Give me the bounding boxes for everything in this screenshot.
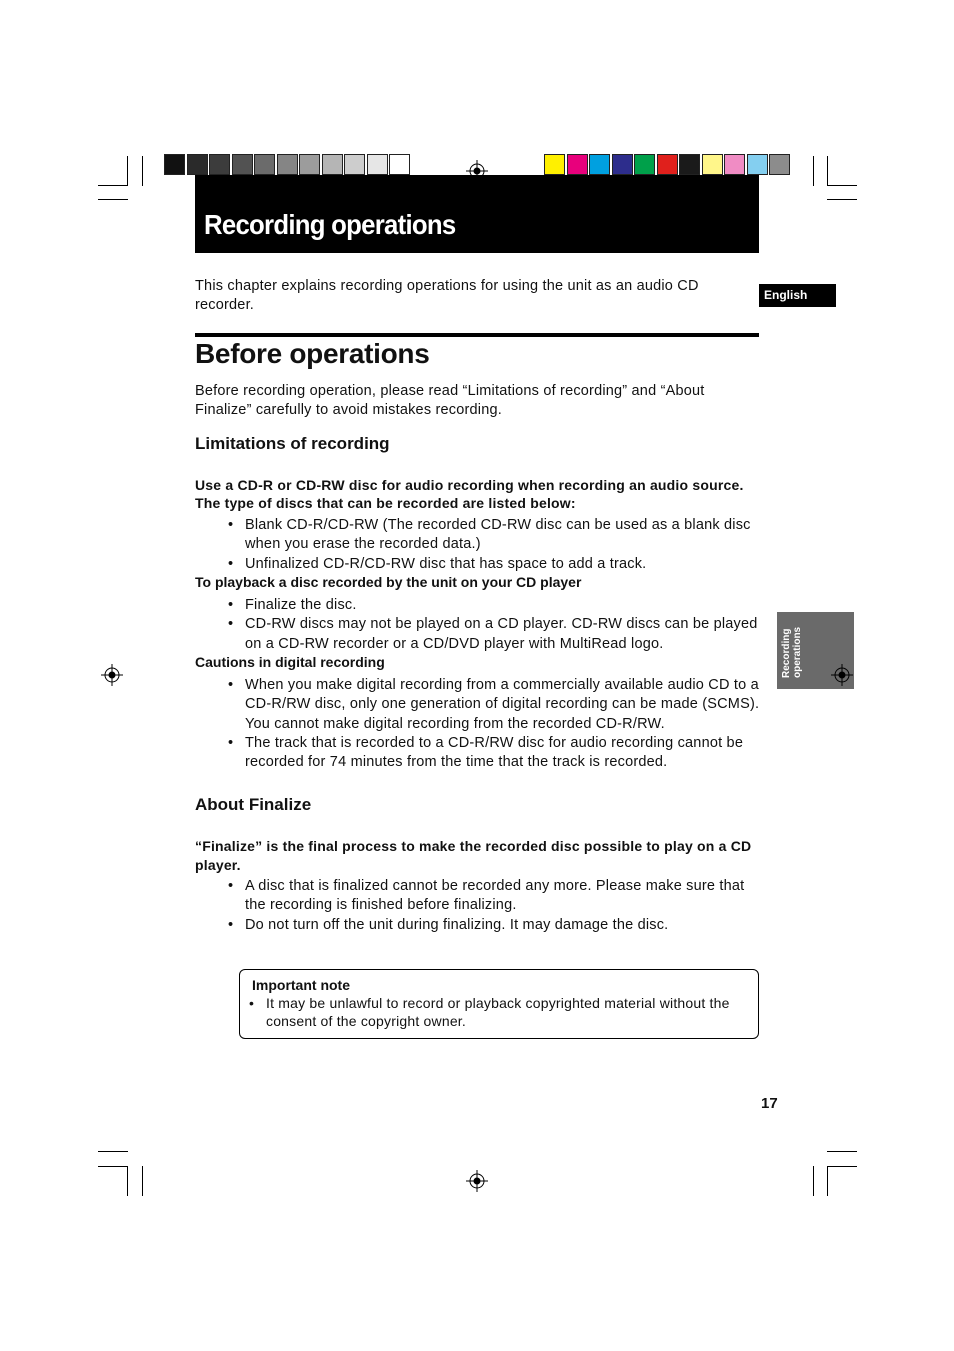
crop-mark bbox=[827, 1166, 828, 1196]
finalize-list bbox=[225, 877, 760, 935]
crop-mark bbox=[98, 199, 128, 200]
language-tab: English bbox=[759, 284, 836, 307]
crop-mark bbox=[813, 1166, 814, 1196]
registration-mark-icon bbox=[466, 1170, 488, 1192]
playback-list bbox=[225, 596, 760, 654]
crop-mark bbox=[827, 185, 857, 186]
color-swatch bbox=[747, 154, 768, 175]
color-swatch bbox=[769, 154, 790, 175]
section-side-tab bbox=[777, 612, 854, 689]
color-swatch bbox=[299, 154, 320, 175]
color-swatch bbox=[612, 154, 633, 175]
gray-scale-bar bbox=[164, 154, 412, 175]
registration-mark-icon bbox=[831, 664, 853, 686]
crop-mark bbox=[827, 156, 828, 186]
cautions-subheading: Cautions in digital recording bbox=[195, 654, 385, 670]
important-note-box bbox=[239, 969, 759, 1039]
page-number: 17 bbox=[761, 1095, 778, 1112]
color-swatch bbox=[254, 154, 275, 175]
finalize-heading: About Finalize bbox=[195, 795, 312, 814]
color-swatch bbox=[164, 154, 185, 175]
color-swatch bbox=[344, 154, 365, 175]
limitations-heading: Limitations of recording bbox=[195, 434, 390, 453]
color-swatch bbox=[589, 154, 610, 175]
color-swatch bbox=[367, 154, 388, 175]
finalize-lead: “Finalize” is the final process to make the recorded disc possible to play on a CD player. bbox=[195, 838, 752, 873]
crop-mark bbox=[127, 1166, 128, 1196]
limitations-lead-line1: Use a CD-R or CD-RW disc for audio recording when recording an audio source. bbox=[195, 477, 744, 493]
note-heading: Important note bbox=[252, 977, 350, 993]
limitations-lead-line2: The type of discs that can be recorded are listed below: bbox=[195, 495, 576, 511]
color-swatch bbox=[724, 154, 745, 175]
color-swatch bbox=[702, 154, 723, 175]
list-item: • Do not turn off the unit during finalizing. It may damage the disc. bbox=[225, 916, 760, 935]
crop-mark bbox=[827, 199, 857, 200]
registration-mark-icon bbox=[101, 664, 123, 686]
color-bar bbox=[544, 154, 792, 175]
list-item: • It may be unlawful to record or playback copyrighted material without the consent of the copyright owner. bbox=[246, 994, 756, 1030]
chapter-intro: This chapter explains recording operations for using the unit as an audio CD recorder. bbox=[195, 278, 699, 313]
section-intro: Before recording operation, please read “Limitations of recording” and “About Finalize” carefully to avoid mistakes recording. bbox=[195, 383, 705, 418]
color-swatch bbox=[389, 154, 410, 175]
color-swatch bbox=[209, 154, 230, 175]
crop-mark bbox=[98, 1166, 128, 1167]
color-swatch bbox=[322, 154, 343, 175]
list-item: • A disc that is finalized cannot be recorded any more. Please make sure that the recording is finished before finalizing. bbox=[225, 877, 760, 916]
color-swatch bbox=[679, 154, 700, 175]
section-rule bbox=[195, 333, 759, 337]
chapter-title-bar bbox=[195, 175, 759, 253]
side-tab-label: Recording operations bbox=[781, 626, 803, 678]
list-item: • The track that is recorded to a CD-R/RW disc for audio recording cannot be recorded for 74 minutes from the time that the track is recorded. bbox=[225, 734, 763, 773]
color-swatch bbox=[277, 154, 298, 175]
list-item: • Finalize the disc. bbox=[225, 596, 760, 615]
crop-mark bbox=[142, 1166, 143, 1196]
crop-mark bbox=[142, 156, 143, 186]
list-item: • CD-RW discs may not be played on a CD player. CD-RW discs can be played on a CD-RW recorder or a CD/DVD player with MultiRead logo. bbox=[225, 615, 760, 654]
crop-mark bbox=[127, 156, 128, 186]
crop-mark bbox=[98, 1151, 128, 1152]
list-item: • When you make digital recording from a commercially available audio CD to a CD-R/RW disc, only one generation of digital recording can be made (SCMS). You cannot make digital recording from the recorded CD-R/RW. bbox=[225, 676, 763, 734]
color-swatch bbox=[232, 154, 253, 175]
color-swatch bbox=[544, 154, 565, 175]
disc-type-list bbox=[225, 516, 760, 574]
color-swatch bbox=[187, 154, 208, 175]
color-swatch bbox=[567, 154, 588, 175]
section-heading: Before operations bbox=[195, 338, 430, 369]
playback-subheading: To playback a disc recorded by the unit on your CD player bbox=[195, 574, 582, 590]
note-list bbox=[246, 994, 756, 1030]
list-item: • Unfinalized CD-R/CD-RW disc that has space to add a track. bbox=[225, 555, 760, 574]
color-swatch bbox=[657, 154, 678, 175]
list-item: • Blank CD-R/CD-RW (The recorded CD-RW disc can be used as a blank disc when you erase the recorded data.) bbox=[225, 516, 760, 555]
crop-mark bbox=[813, 156, 814, 186]
cautions-list bbox=[225, 676, 763, 772]
crop-mark bbox=[827, 1166, 857, 1167]
crop-mark bbox=[827, 1151, 857, 1152]
color-swatch bbox=[634, 154, 655, 175]
crop-mark bbox=[98, 185, 128, 186]
chapter-title: Recording operations bbox=[204, 209, 456, 240]
